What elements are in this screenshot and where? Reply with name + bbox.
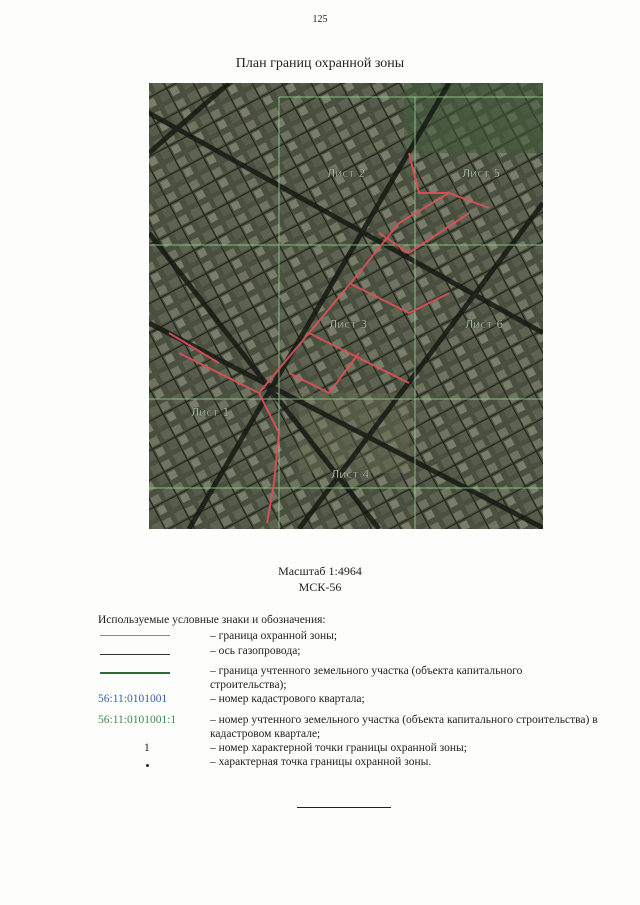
legend-item-point-number: 1 – номер характерной точки границы охранной зоны; [144,742,467,754]
legend-item-parcel-number: 56:11:0101001:1 – номер учтенного земельного участка (объекта капитального строительства) в кадастровом квартале; [98,714,598,740]
legend-item-boundary-point: – характерная точка границы охранной зоны. [98,755,598,769]
map-canvas [149,83,543,529]
point-dot-icon [146,764,149,767]
legend-item-parcel-boundary: – граница учтенного земельного участка (объекта капитального строительства); [98,664,598,692]
sheet-label-2: Лист 2 [327,167,366,180]
legend-item-zone-boundary: – граница охранной зоны; [98,629,598,643]
map-scale [0,563,640,595]
boundary-map[interactable] [149,83,543,529]
sheet-label-3: Лист 3 [329,318,368,331]
sheet-label-4: Лист 4 [331,468,370,481]
sheet-label-1: Лист 1 [191,406,230,419]
parcel-number-code: 56:11:0101001:1 [98,714,177,726]
scale-text: Масштаб 1:4964 [278,564,362,578]
legend [98,613,598,769]
legend-item-pipeline-axis: – ось газопровода; [98,644,598,658]
point-number-symbol: 1 [144,742,150,754]
sheet-label-5: Лист 5 [462,167,501,180]
page-number: 125 [312,14,328,25]
sheet-label-6: Лист 6 [465,318,504,331]
red-line-symbol [100,635,170,636]
legend-title: Используемые условные знаки и обозначения: [98,614,326,626]
green-line-symbol [100,672,170,674]
coordinate-system: МСК-56 [298,580,342,594]
page-title: План границ охранной зоны [235,56,405,71]
legend-item-cadastral-quarter: 56:11:0101001 – номер кадастрового квартала; [98,693,365,705]
cadastral-quarter-code: 56:11:0101001 [98,693,168,705]
black-line-symbol [100,654,170,655]
signature-line [297,807,391,808]
